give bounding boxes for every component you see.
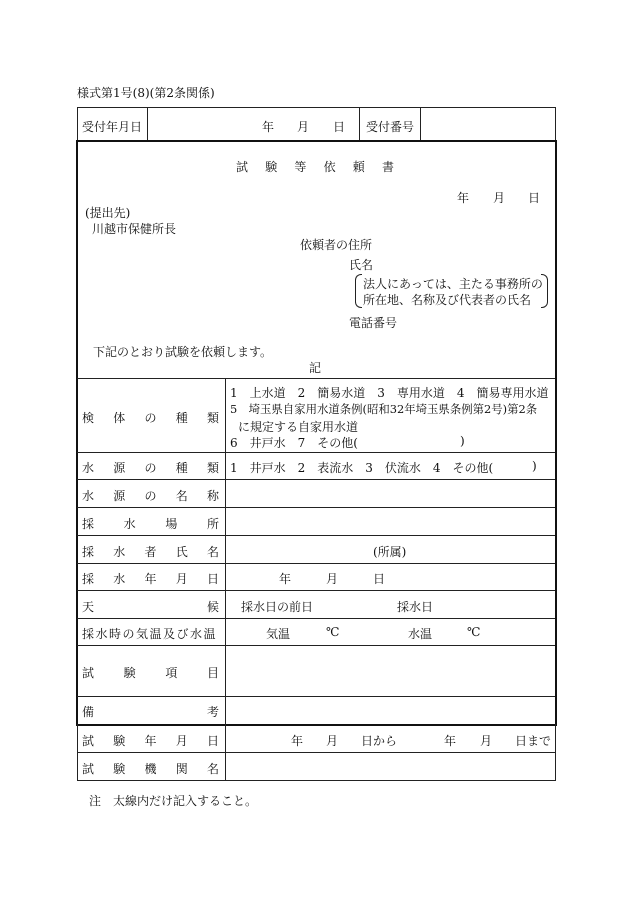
row-line-9 [77, 645, 555, 646]
source-type-label: 水 源 の 種 類 [82, 461, 219, 475]
row-line-3 [77, 479, 555, 480]
test-period-year2: 年 [444, 734, 457, 748]
sample-type-label: 検 体 の 種 類 [82, 411, 219, 425]
sample-type-line4-close: ) [460, 434, 465, 448]
sampling-date-label: 採 水 年 月 日 [82, 572, 219, 586]
footnote: 注 太線内だけ記入すること。 [89, 794, 258, 808]
test-period-label: 試 験 年 月 日 [82, 734, 219, 748]
water-temp-unit: ℃ [467, 625, 481, 639]
row-line-2 [77, 452, 555, 453]
ki-label: 記 [309, 361, 322, 375]
sampling-date-month: 月 [326, 572, 339, 586]
header-divider-3 [420, 107, 421, 141]
source-name-label: 水 源 の 名 称 [82, 489, 219, 503]
name-label: 氏名 [349, 258, 374, 272]
form-number: 様式第1号(8)(第2条関係) [77, 86, 215, 100]
phone-label: 電話番号 [349, 316, 398, 330]
received-day: 日 [333, 120, 346, 134]
test-period-month1: 月 [326, 734, 339, 748]
frame-bottom [76, 724, 557, 726]
submit-to-label: (提出先) [85, 206, 131, 220]
row-line-8 [77, 618, 555, 619]
label-column-divider [225, 378, 226, 780]
sample-type-line4: 6 井戸水 7 その他( [230, 436, 358, 450]
weather-day: 採水日 [397, 600, 434, 614]
sample-type-line3: に規定する自家用水道 [238, 420, 359, 434]
sample-type-line1: 1 上水道 2 簡易水道 3 専用水道 4 簡易専用水道 [230, 386, 549, 400]
row-line-5 [77, 535, 555, 536]
corp-note-bracket-right [541, 274, 548, 308]
sampling-date-day: 日 [373, 572, 386, 586]
air-temp-label: 気温 [266, 627, 291, 641]
temperature-label: 採水時の気温及び水温 [82, 627, 218, 641]
row-line-1 [77, 378, 555, 379]
header-right-border [555, 107, 556, 141]
sampling-date-year: 年 [279, 572, 292, 586]
row-line-6 [77, 563, 555, 564]
request-day: 日 [528, 191, 541, 205]
received-no-label: 受付番号 [366, 120, 415, 134]
test-period-year1: 年 [291, 734, 304, 748]
corp-note-line1: 法人にあっては、主たる事務所の [363, 277, 543, 291]
corp-note-line2: 所在地、名称及び代表者の氏名 [363, 293, 532, 307]
test-period-month2: 月 [480, 734, 493, 748]
test-agency-label: 試 験 機 関 名 [82, 762, 219, 776]
test-period-until: 日まで [515, 734, 552, 748]
received-month: 月 [297, 120, 310, 134]
sampling-place-label: 採 水 場 所 [82, 517, 219, 531]
header-top-border [77, 107, 556, 108]
row-line-11 [77, 752, 555, 753]
sampler-name-label: 採 水 者 氏 名 [82, 545, 219, 559]
weather-label: 天 候 [82, 600, 219, 614]
received-date-label: 受付年月日 [82, 120, 143, 134]
test-period-from: 日から [361, 734, 398, 748]
sample-type-line2: 5 埼玉県自家用水道条例(昭和32年埼玉県条例第2号)第2条 [230, 402, 538, 416]
frame-right [555, 140, 557, 726]
frame-top [76, 140, 557, 142]
request-year: 年 [457, 191, 470, 205]
outer-right-lower [555, 724, 556, 780]
sampler-affiliation: (所属) [373, 545, 407, 559]
test-items-label: 試 験 項 目 [82, 666, 219, 680]
header-divider-2 [359, 107, 360, 141]
header-divider-1 [147, 107, 148, 141]
request-intro: 下記のとおり試験を依頼します。 [93, 345, 273, 359]
row-line-4 [77, 507, 555, 508]
request-month: 月 [493, 191, 506, 205]
corp-note-bracket-left [355, 274, 362, 308]
row-line-7 [77, 590, 555, 591]
source-type-options: 1 井戸水 2 表流水 3 伏流水 4 その他( [230, 461, 494, 475]
frame-left [76, 140, 78, 726]
recipient: 川越市保健所長 [92, 222, 177, 236]
received-year: 年 [262, 120, 275, 134]
header-left-border [77, 107, 78, 141]
row-line-10 [77, 696, 555, 697]
air-temp-unit: ℃ [326, 625, 340, 639]
row-line-12 [77, 780, 556, 781]
weather-prev-day: 採水日の前日 [241, 600, 314, 614]
source-type-close: ) [532, 459, 537, 473]
water-temp-label: 水温 [408, 627, 433, 641]
address-label: 依頼者の住所 [300, 238, 373, 252]
form-title: 試 験 等 依 頼 書 [236, 160, 394, 174]
remarks-label: 備 考 [82, 705, 219, 719]
